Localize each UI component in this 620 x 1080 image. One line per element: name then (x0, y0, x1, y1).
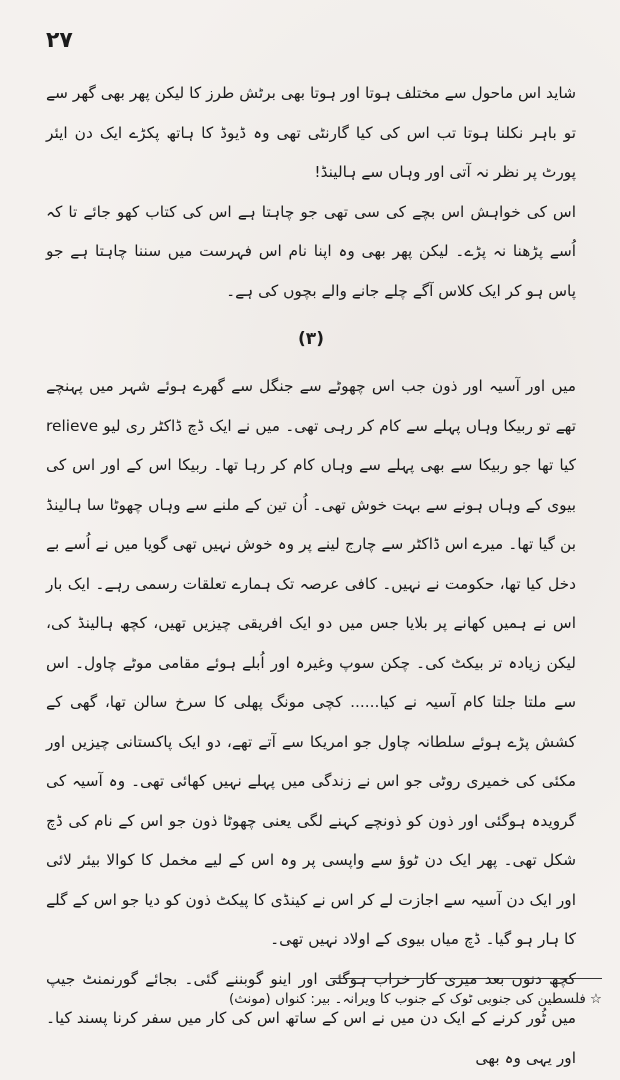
body-text (46, 74, 576, 1078)
paragraph: کچھ دنوں بعد میری کار خراب ہوگئی اور اینو گوبننے گئی۔ بجائے گورنمنٹ جیپ میں ٹُور کرنے کے ایک دن میں نے اس کے ساتھ اس کی کار میں سفر کرنا پسند کیا۔ اور یہی وہ بھی (46, 969, 576, 1067)
paragraph: اس کی خواہش اس بچے کی سی تھی جو چاہتا ہے اس کی کتاب کھو جائے تا کہ اُسے پڑھنا نہ پڑے۔ لیکن پھر بھی وہ اپنا نام اس فہرست میں سننا چاہتا ہے جو پاس ہو کر ایک کلاس آگے چلے جانے والے بچوں کی ہے۔ (46, 202, 576, 300)
footnote (40, 988, 602, 1010)
star-icon: ☆ (589, 991, 602, 1007)
section-heading: (۳) (298, 329, 324, 349)
paragraph: میں اور آسیہ اور ذون جب اس چھوٹے سے جنگل سے گھرے ہوئے شہر میں پہنچے تھے تو ربیکا وہاں پہلے سے کام کر رہی تھی۔ میں نے ایک ڈچ ڈاکٹر ری لیو relieve کیا تھا جو ربیکا سے بھی پہلے سے وہاں کام کر رہا تھا۔ ربیکا اس کے اور اس کی بیوی کے وہاں ہونے سے بہت خوش تھی۔ اُن تین کے ملنے سے وہاں چھوٹا سا ہالینڈ بن گیا تھا۔ میرے اس ڈاکٹر سے چارج لینے پر وہ خوش نہیں تھی گویا میں نے اُسے بے دخل کیا تھا، حکومت نے نہیں۔ کافی عرصہ تک ہمارے تعلقات رسمی رہے۔ ایک بار اس نے ہمیں کھانے پر بلایا جس میں دو ایک افریقی چیزیں تھیں، کچھ ہالینڈ کی، لیکن زیادہ تر بیکٹ کی۔ چکن سوپ وغیرہ اور اُبلے ہوئے مقامی موٹے چاول۔ اس سے ملتا جلتا کام آسیہ نے کیا...... کچی مونگ پھلی کا سرخ سالن تھا، گھی کے کشش پڑے ہوئے سلطانہ چاول جو امریکا سے آتے تھے، دو ایک پاکستانی چیزیں اور مکئی کی خمیری روٹی جو اس نے زندگی میں پہلے نہیں کھائی تھی۔ وہ آسیہ کی گرویدہ ہوگئی اور ذون کو ذونچے کہنے لگی یعنی چھوٹا ذون جو اس کے نام کی ڈچ شکل تھی۔ پھر ایک دن ٹوؤ سے واپسی پر وہ اس کے لیے مخمل کا کوالا بیئر لائی اور ایک دن آسیہ سے اجازت لے کر اس نے کینڈی کا پیکٹ ذون کو دیا جو اس کے گلے کا ہار ہو گیا۔ ڈچ میاں بیوی کے اولاد نہیں تھی۔ (46, 377, 576, 948)
page-number: ۲۷ (46, 28, 73, 53)
paragraph: شاید اس ماحول سے مختلف ہوتا اور ہوتا بھی برٹش طرز کا لیکن پھر بھی گھر سے تو باہر نکلنا ہوتا تب اس کی کیا گارنٹی تھی وہ ڈیوڈ کا ہاتھ پکڑے ایک دن ایئر پورٹ پر نظر نہ آتی اور وہاں سے ہالینڈ! (46, 84, 576, 181)
footnote-divider (330, 978, 602, 979)
footnote-text: فلسطین کی جنوبی ٹوک کے جنوب کا ویرانہ۔ بیر: کنواں (مونث) (228, 991, 586, 1007)
